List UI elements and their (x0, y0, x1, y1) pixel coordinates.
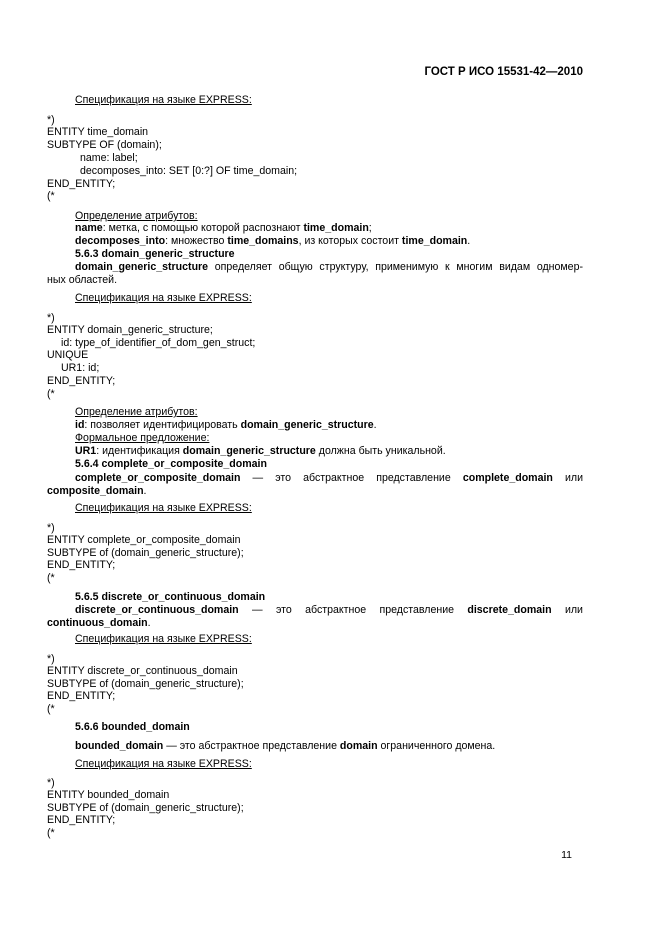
rule-line: UR1: id; (61, 362, 100, 374)
attribute-line: decomposes_into: SET [0:?] OF time_domain; (80, 165, 298, 177)
section-text-cont: ных областей. (47, 274, 118, 286)
end-entity-line: END_ENTITY; (47, 375, 116, 387)
spec-label: Спецификация на языке EXPRESS: (75, 502, 252, 514)
section-text: bounded_domain — это абстрактное представление domain ограниченного домена. (75, 740, 496, 752)
section-heading: 5.6.6 bounded_domain (75, 721, 190, 733)
document-header: ГОСТ Р ИСО 15531-42—2010 (424, 66, 583, 78)
spec-label: Спецификация на языке EXPRESS: (75, 292, 252, 304)
entity-line: ENTITY discrete_or_continuous_domain (47, 665, 238, 677)
comment-open: *) (47, 312, 55, 324)
comment-close: (* (47, 190, 55, 202)
entity-line: ENTITY domain_generic_structure; (47, 324, 213, 336)
rule-definition: UR1: идентификация domain_generic_structure должна быть уникальной. (75, 445, 446, 457)
attr-def-label: Определение атрибутов: (75, 406, 198, 418)
section-heading: 5.6.3 domain_generic_structure (75, 248, 235, 260)
attribute-line: id: type_of_identifier_of_dom_gen_struct; (61, 337, 256, 349)
subtype-line: SUBTYPE of (domain_generic_structure); (47, 678, 244, 690)
comment-close: (* (47, 703, 55, 715)
section-text: domain_generic_structure определяет общую структуру, применимую к многим видам одномер- (75, 261, 583, 273)
comment-open: *) (47, 522, 55, 534)
comment-open: *) (47, 653, 55, 665)
section-text: complete_or_composite_domain — это абстрактное представление complete_domain или (75, 472, 584, 484)
attribute-line: name: label; (80, 152, 138, 164)
section-heading: 5.6.5 discrete_or_continuous_domain (75, 591, 266, 603)
end-entity-line: END_ENTITY; (47, 690, 116, 702)
page-number: 11 (561, 849, 572, 861)
attr-definition: id: позволяет идентифицировать domain_generic_structure. (75, 419, 377, 431)
comment-close: (* (47, 827, 55, 839)
unique-line: UNIQUE (47, 349, 89, 361)
formal-label: Формальное предложение: (75, 432, 210, 444)
entity-line: ENTITY time_domain (47, 126, 149, 138)
section-text-cont: continuous_domain. (47, 617, 151, 629)
entity-line: ENTITY complete_or_composite_domain (47, 534, 241, 546)
comment-open: *) (47, 777, 55, 789)
section-text: discrete_or_continuous_domain — это абстрактное представление discrete_domain или (75, 604, 583, 616)
spec-label: Спецификация на языке EXPRESS: (75, 758, 252, 770)
end-entity-line: END_ENTITY; (47, 814, 116, 826)
attr-definition: decomposes_into: множество time_domains, из которых состоит time_domain. (75, 235, 471, 247)
entity-line: ENTITY bounded_domain (47, 789, 170, 801)
comment-open: *) (47, 114, 55, 126)
section-heading: 5.6.4 complete_or_composite_domain (75, 458, 267, 470)
subtype-line: SUBTYPE of (domain_generic_structure); (47, 802, 244, 814)
attr-definition: name: метка, с помощью которой распознают time_domain; (75, 222, 372, 234)
comment-close: (* (47, 572, 55, 584)
comment-close: (* (47, 388, 55, 400)
end-entity-line: END_ENTITY; (47, 178, 116, 190)
subtype-line: SUBTYPE of (domain_generic_structure); (47, 547, 244, 559)
spec-label: Спецификация на языке EXPRESS: (75, 94, 252, 106)
attr-def-label: Определение атрибутов: (75, 210, 198, 222)
section-text-cont: composite_domain. (47, 485, 147, 497)
spec-label: Спецификация на языке EXPRESS: (75, 633, 252, 645)
end-entity-line: END_ENTITY; (47, 559, 116, 571)
subtype-line: SUBTYPE OF (domain); (47, 139, 162, 151)
